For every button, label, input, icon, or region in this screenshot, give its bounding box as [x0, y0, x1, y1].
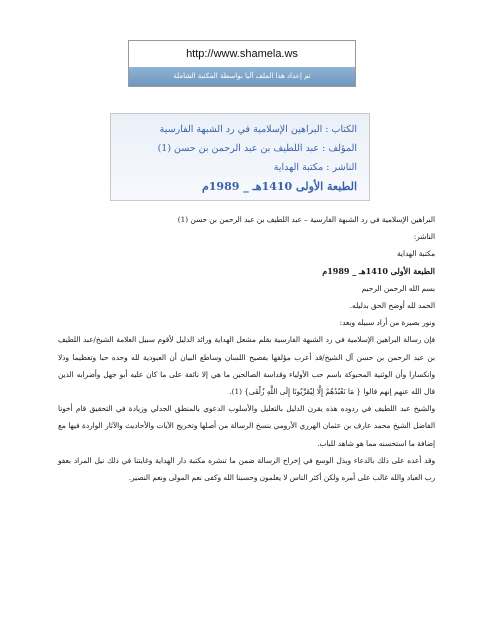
- book-author: المؤلف : عبد اللطيف بن عبد الرحمن بن حسن (1): [157, 143, 357, 154]
- site-url-link[interactable]: http://www.shamela.ws: [186, 48, 298, 60]
- site-header-box: [128, 40, 356, 87]
- library-banner: تم إعداد هذا الملف آليا بواسطة المكتبة الشاملة: [129, 67, 355, 86]
- body-intro: ونور بصيرة من أراد سبيله وبعد:: [339, 318, 435, 328]
- body-edition: الطبعة الأولى 1410هـ _ 1989م: [322, 265, 435, 276]
- body-book-line: البراهين الإسلامية في رد الشبهة الفارسية – عبد اللطيف بن عبد الرحمن بن حسن (1): [177, 215, 435, 224]
- body-paragraph-1: فإن رسالة البراهين الإسلامية في رد الشبهة الفارسية بقلم مشعل الهداية ورائد الدليل لأقوم سبيل العلامة الشيخ/عبد اللطيف بن عبد الرحمن بن حسن آل الشيخ/قد أعرب مؤلفها بفصيح اللسان وساطع البيان أن العبودية لله وحده حبا وتعظيما وذلا وانكسارا وأن الوثنية المحبوكة باسم حب الأولياء وقداسة الصالحين ما هي إلا نائفة على ما كان عليه أبو جهل وأضرابه الذين قال الله عنهم إنهم قالوا { مَا نَعْبُدُهُمْ إِلَّا لِيُقَرِّبُونَا إِلَى اللَّهِ زُلْفَى} (1).: [58, 335, 435, 397]
- book-info-box: [110, 113, 370, 201]
- body-publisher-name: مكتبة الهداية: [397, 249, 435, 259]
- body-basmala: بسم الله الرحمن الرحيم: [361, 283, 435, 293]
- body-publisher-label: الناشر:: [413, 232, 435, 242]
- book-publisher: الناشر : مكتبة الهداية: [273, 162, 357, 173]
- body-paragraph-3: وقد أعده على ذلك بالدعاء وبذل الوسع في إخراج الرسالة ضمن ما تنشره مكتبة دار الهداية وغايتنا في ذلك نيل المراد بعفو رب العباد والله غالب على أمره ولكن أكثر الناس لا يعلمون وحسبنا الله وكفى نعم المولى ونعم النصير.: [58, 455, 435, 483]
- body-paragraph-2: والشيخ عبد اللطيف في ردوده هذه يقرن الدليل بالتعليل والأسلوب الدعوي بالمنطق الجدلي وزيادة في التحقيق قام أخونا الفاضل الشيخ محمد عارف بن عثمان الهرري الأرومي بنسخ الرسالة من أصلها وتخريج الآيات والأحاديث والآثار الواردة فيها مع إضافة ما استحسنه مما هو شاهد للباب.: [58, 404, 435, 448]
- body-hamd: الحمد لله أوضح الحق بدليله.: [349, 301, 435, 311]
- book-edition: الطبعة الأولى 1410هـ _ 1989م: [201, 180, 357, 193]
- book-body: [58, 211, 435, 486]
- book-title: الكتاب : البراهين الإسلامية في رد الشبهة الفارسية: [159, 124, 357, 135]
